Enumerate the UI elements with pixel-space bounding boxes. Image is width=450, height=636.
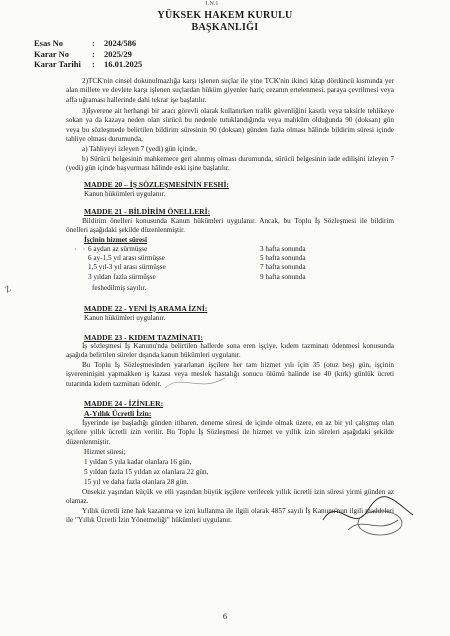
article-24-heading: MADDE 24 - İZİNLER: bbox=[84, 399, 164, 408]
meta-row bbox=[34, 38, 142, 49]
article-20-text: Kanun hükümleri uygulanır. bbox=[84, 190, 166, 198]
margin-mark: Z bbox=[2, 283, 13, 295]
leave-list-item: 5 yıldan fazla 15 yıldan az olanlara 22 gün, bbox=[84, 468, 209, 476]
article-22-heading: MADDE 22 - YENİ İŞ ARAMA İZNİ: bbox=[84, 304, 208, 313]
faint-stamp-mark bbox=[160, 368, 230, 398]
notice-period-table bbox=[88, 245, 348, 282]
top-mark: 1.N.1 bbox=[205, 1, 219, 7]
table-cell-period: 6 aydan az sürmüşse bbox=[88, 245, 148, 253]
document-header bbox=[0, 10, 450, 34]
meta-value: 2024/586 bbox=[104, 38, 137, 48]
case-meta bbox=[34, 38, 142, 70]
meta-row bbox=[34, 49, 142, 60]
article-23-paragraph-2: Bu Toplu İş Sözleşmesinden yararlanan işçilere her tam hizmet yılı için 35 (otuz beş) gün, işçinin işvereninişini yapmakken iş kazası veya meslek hastalığı sonucu ölümü halinde ise 40 (kırk) günlük ücreti tutarında kıdem tazminatı ödenir. bbox=[66, 361, 394, 388]
table-cell-notice: 9 hafta sonunda bbox=[260, 272, 306, 281]
signature-scribble bbox=[318, 490, 418, 540]
intro-item-a: a) Tahliyeyi izleyen 7 (yedi) gün içinde, bbox=[82, 145, 197, 153]
table-row bbox=[88, 273, 348, 282]
intro-paragraph-3: 3)İşverene ait herhangi bir aracı görevli olarak kullanırken trafik güvenliğini kasıtlı veya taksirle tehlikeye sokan ya da kazaya neden olan sürücü bu nedenle tutuklandığında veya mahkûm olduğunda 90 (doksan) gün veya bu sözleşmede belirtilen bildirim süresinin 90 (doksan) günden fazla olması hâlinde bildirim süresi içinde tahliye olması durumunda, bbox=[66, 107, 394, 144]
meta-label: Esas No bbox=[34, 38, 64, 48]
table-cell-period: 3 yıldan fazla sürmüşse bbox=[88, 272, 156, 281]
header-subtitle: BAŞKANLIĞI bbox=[191, 22, 259, 33]
leave-list-title: Hizmet süresi; bbox=[84, 448, 126, 456]
table-cell-notice: 7 hafta sonunda bbox=[260, 263, 306, 272]
meta-label: Karar Tarihi bbox=[34, 59, 81, 69]
article-21-text: Bildirim önelleri konusunda Kanun hükümleri uygulanır. Ancak, bu Toplu İş Sözleşmesi ile bildirim önelleri aşağıdaki şekilde düzenlenmiştir. bbox=[66, 217, 394, 235]
table-row bbox=[88, 245, 348, 254]
table-cell-notice: 3 hafta sonunda bbox=[260, 245, 306, 253]
intro-item-b: b) Sürücü belgesinin mahkemece geri alınmış olması durumunda, sürücü belgesinin iade edilişini izleyen 7 (yedi) gün içinde başvurması hâlinde eski işine başlatılır. bbox=[66, 155, 394, 173]
article-23-heading: MADDE 23 - KIDEM TAZMİNATI: bbox=[84, 333, 203, 342]
article-24-paragraph-3: Yıllık ücretli izne hak kazanma ve izni kullanma ile ilgili olarak 4857 sayılı İş Kanunu'nun ilgili maddeleri ile "Yıllık Ücretli İzin Yönetmeliği" hükümleri uygulanır. bbox=[66, 507, 394, 525]
decorative-dots: · · bbox=[74, 245, 88, 254]
meta-value: 2025/29 bbox=[104, 48, 132, 59]
meta-value: 16.01.2025 bbox=[104, 59, 143, 69]
meta-label: Karar No bbox=[34, 48, 70, 59]
page-number: 6 bbox=[222, 611, 228, 621]
notice-table-footer: feshedilmiş sayılır. bbox=[92, 284, 147, 292]
leave-list-item: 1 yıldan 5 yıla kadar olanlara 16 gün, bbox=[84, 458, 192, 466]
table-cell-notice: 5 hafta sonunda bbox=[260, 254, 306, 263]
table-row bbox=[88, 263, 348, 272]
article-24-paragraph-2: Onsekiz yaşından küçük ve elli yaşından büyük işçilere verilecek yıllık ücretli izin süresi yirmi günden az olamaz. bbox=[66, 488, 394, 506]
meta-sep: : bbox=[92, 38, 95, 48]
meta-sep: : bbox=[92, 48, 95, 59]
intro-paragraph-2: 2)TCK'nin cinsel dokunulmazlığa karşı işlenen suçlar ile yine TCK'nin ikinci kitap dördüncü kısmında yer alan millete ve devlete karşı işlenen suçlardan hüküm giyenler hariç cezanın ertelenmesi, paraya çevrilmesi veya affa uğraması hallerinde dahi tekrar işe başlatılır. bbox=[66, 77, 394, 104]
meta-sep: : bbox=[92, 59, 95, 69]
header-title: YÜKSEK HAKEM KURULU bbox=[157, 10, 293, 21]
article-22-text: Kanun hükümleri uygulanır. bbox=[84, 314, 166, 322]
meta-row bbox=[34, 59, 142, 70]
table-row bbox=[88, 254, 348, 263]
article-24-paragraph-1: İşyerinde işe başladığı günden itibaren, deneme süresi de içinde olmak üzere, en az bir yıl çalışmış olan işçilere yıllık ücretli izin verilir. Bu Toplu İş Sözleşmesi ile hizmet ve yıllık izin süreleri aşağıdaki şekilde düzenlenmiştir. bbox=[66, 419, 394, 446]
article-20-heading: MADDE 20 – İŞ SÖZLEŞMESİNİN FESHİ: bbox=[84, 180, 229, 189]
article-21-heading: MADDE 21 - BİLDİRİM ÖNELLERİ: bbox=[84, 207, 211, 216]
table-cell-period: 6 ay-1,5 yıl arası sürmüşse bbox=[88, 254, 165, 263]
leave-list-item: 15 yıl ve daha fazla olanlara 28 gün. bbox=[84, 478, 189, 486]
article-23-paragraph-1: İş sözleşmesi İş Kanunu'nda belirtilen hallerde sona eren işçiye, kıdem tazminatı ödenmesi konusunda aşağıda belirtilen süreler dışında kanun hükümleri uygulanır. bbox=[66, 342, 394, 360]
table-cell-period: 1,5 yıl-3 yıl arası sürmüşse bbox=[88, 263, 166, 272]
article-24-subheading: A-Yıllık Ücretli İzin: bbox=[84, 409, 152, 418]
notice-table-subheading: İşçinin hizmet süresi bbox=[84, 236, 147, 244]
